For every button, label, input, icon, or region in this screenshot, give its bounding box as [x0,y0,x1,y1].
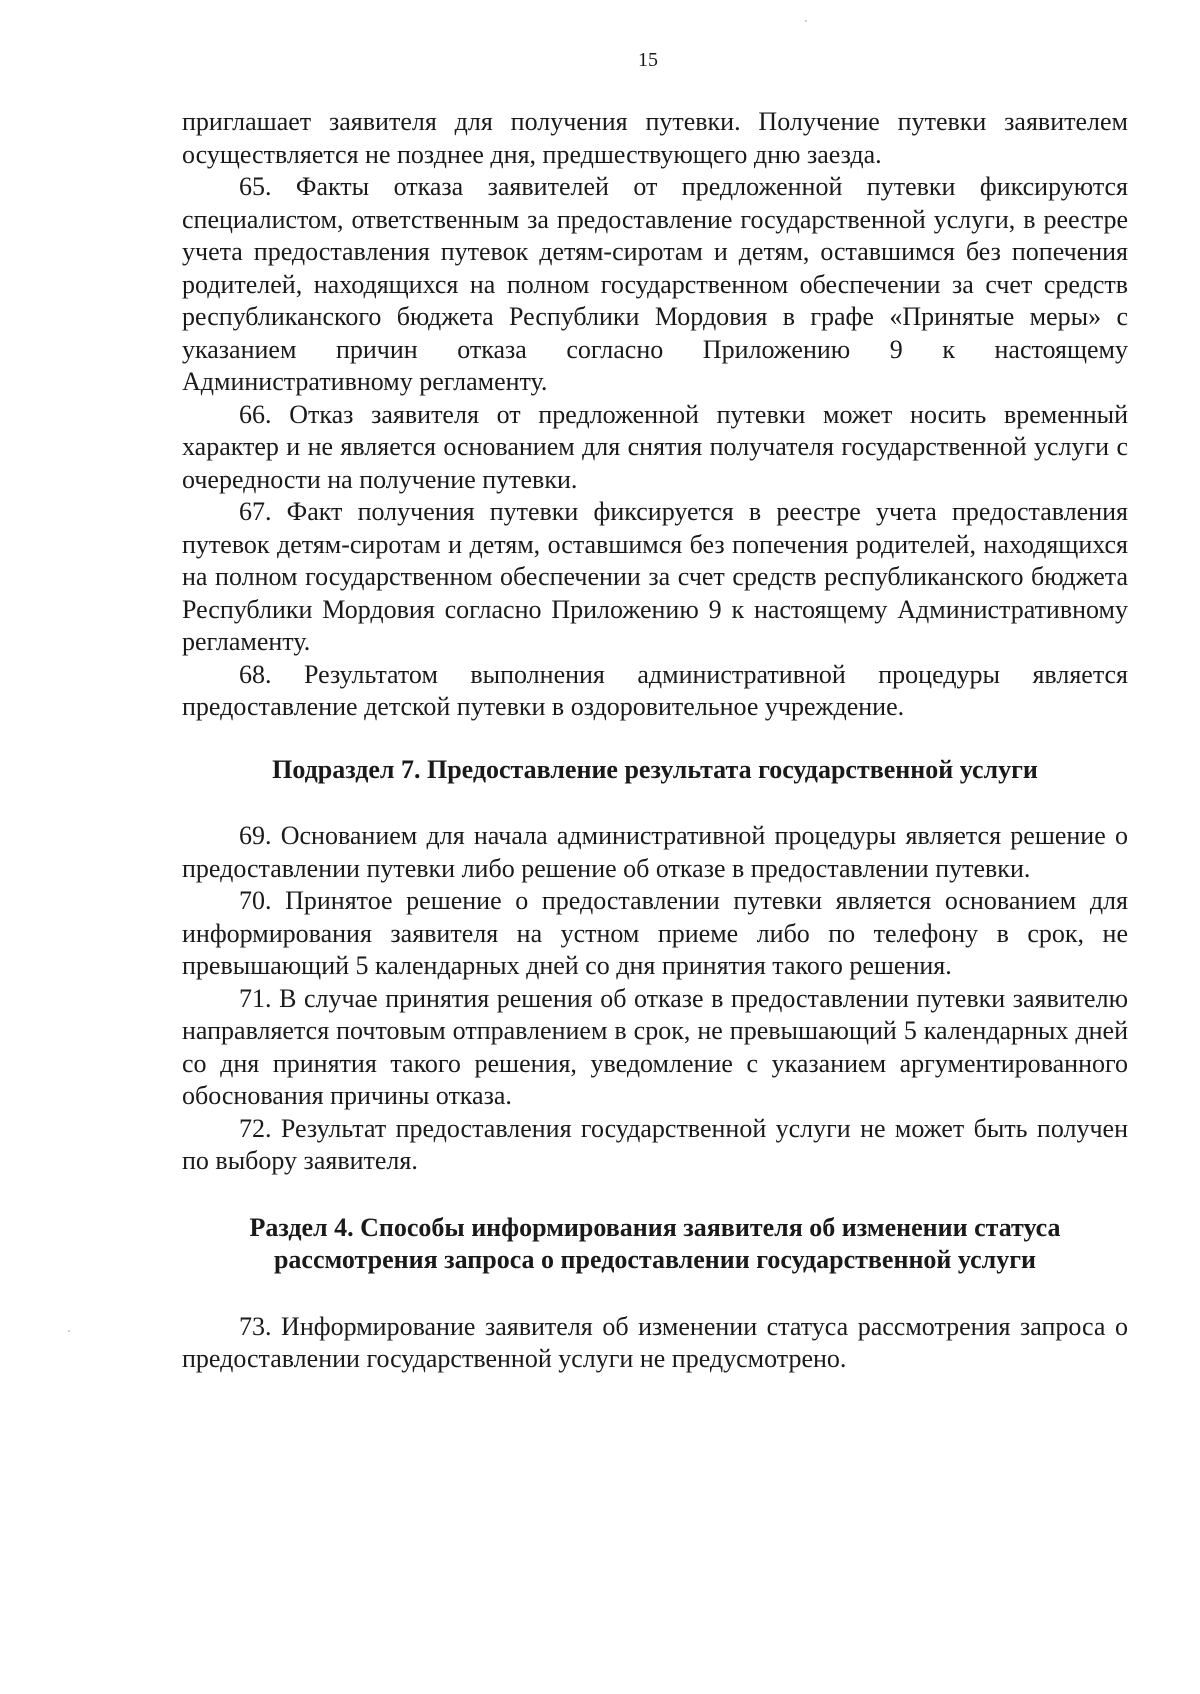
scan-artifact [68,1330,70,1332]
document-body [182,106,1128,1376]
paragraph-71: 71. В случае принятия решения об отказе в предоставлении путевки заявителю направляется почтовым отправлением в срок, не превышающий 5 календарных дней со дня принятия такого решения, уведомление с указанием аргументированного обоснования причины отказа. [182,983,1128,1110]
paragraph-65: 65. Факты отказа заявителей от предложенной путевки фиксируются специалистом, ответственным за предоставление государственной услуги, в реестре учета предоставления путевок детям-сиротам и детям, оставшимся без попечения родителей, находящихся на полном государственном обеспечении за счет средств республиканского бюджета Республики Мордовия в графе «Принятые меры» с указанием причин отказа согласно Приложению 9 к настоящему Административному регламенту. [182,172,1128,396]
scan-artifact [805,20,807,22]
paragraph-73: 73. Информирование заявителя об изменении статуса рассмотрения запроса о предоставлении государственной услуги не предусмотрено. [182,1311,1128,1373]
section-4-heading [182,1212,1128,1277]
page-number: 15 [638,49,658,71]
section-4-heading-line-1: Раздел 4. Способы информирования заявителя об изменении статуса [249,1212,1061,1242]
paragraph-68: 68. Результатом выполнения административной процедуры является предоставление детской путевки в оздоровительное учреждение. [182,659,1128,721]
paragraph-72: 72. Результат предоставления государственной услуги не может быть получен по выбору заявителя. [182,1113,1128,1175]
paragraph-69: 69. Основанием для начала административной процедуры является решение о предоставлении путевки либо решение об отказе в предоставлении путевки. [182,821,1128,883]
paragraph-continuation: приглашает заявителя для получения путевки. Получение путевки заявителем осуществляется не позднее дня, предшествующего дню заезда. [182,107,1128,169]
paragraph-70: 70. Принятое решение о предоставлении путевки является основанием для информирования заявителя на устном приеме либо по телефону в срок, не превышающий 5 календарных дней со дня принятия такого решения. [182,886,1128,980]
paragraph-67: 67. Факт получения путевки фиксируется в реестре учета предоставления путевок детям-сиротам и детям, оставшимся без попечения родителей, находящихся на полном государственном обеспечении за счет средств республиканского бюджета Республики Мордовия согласно Приложению 9 к настоящему Административному регламенту. [182,497,1128,656]
subsection-7-heading: Подраздел 7. Предоставление результата государственной услуги [272,754,1038,784]
section-4-heading-line-2: рассмотрения запроса о предоставлении государственной услуги [273,1245,1037,1274]
paragraph-66: 66. Отказ заявителя от предложенной путевки может носить временный характер и не является основанием для снятия получателя государственной услуги с очередности на получение путевки. [182,399,1128,494]
